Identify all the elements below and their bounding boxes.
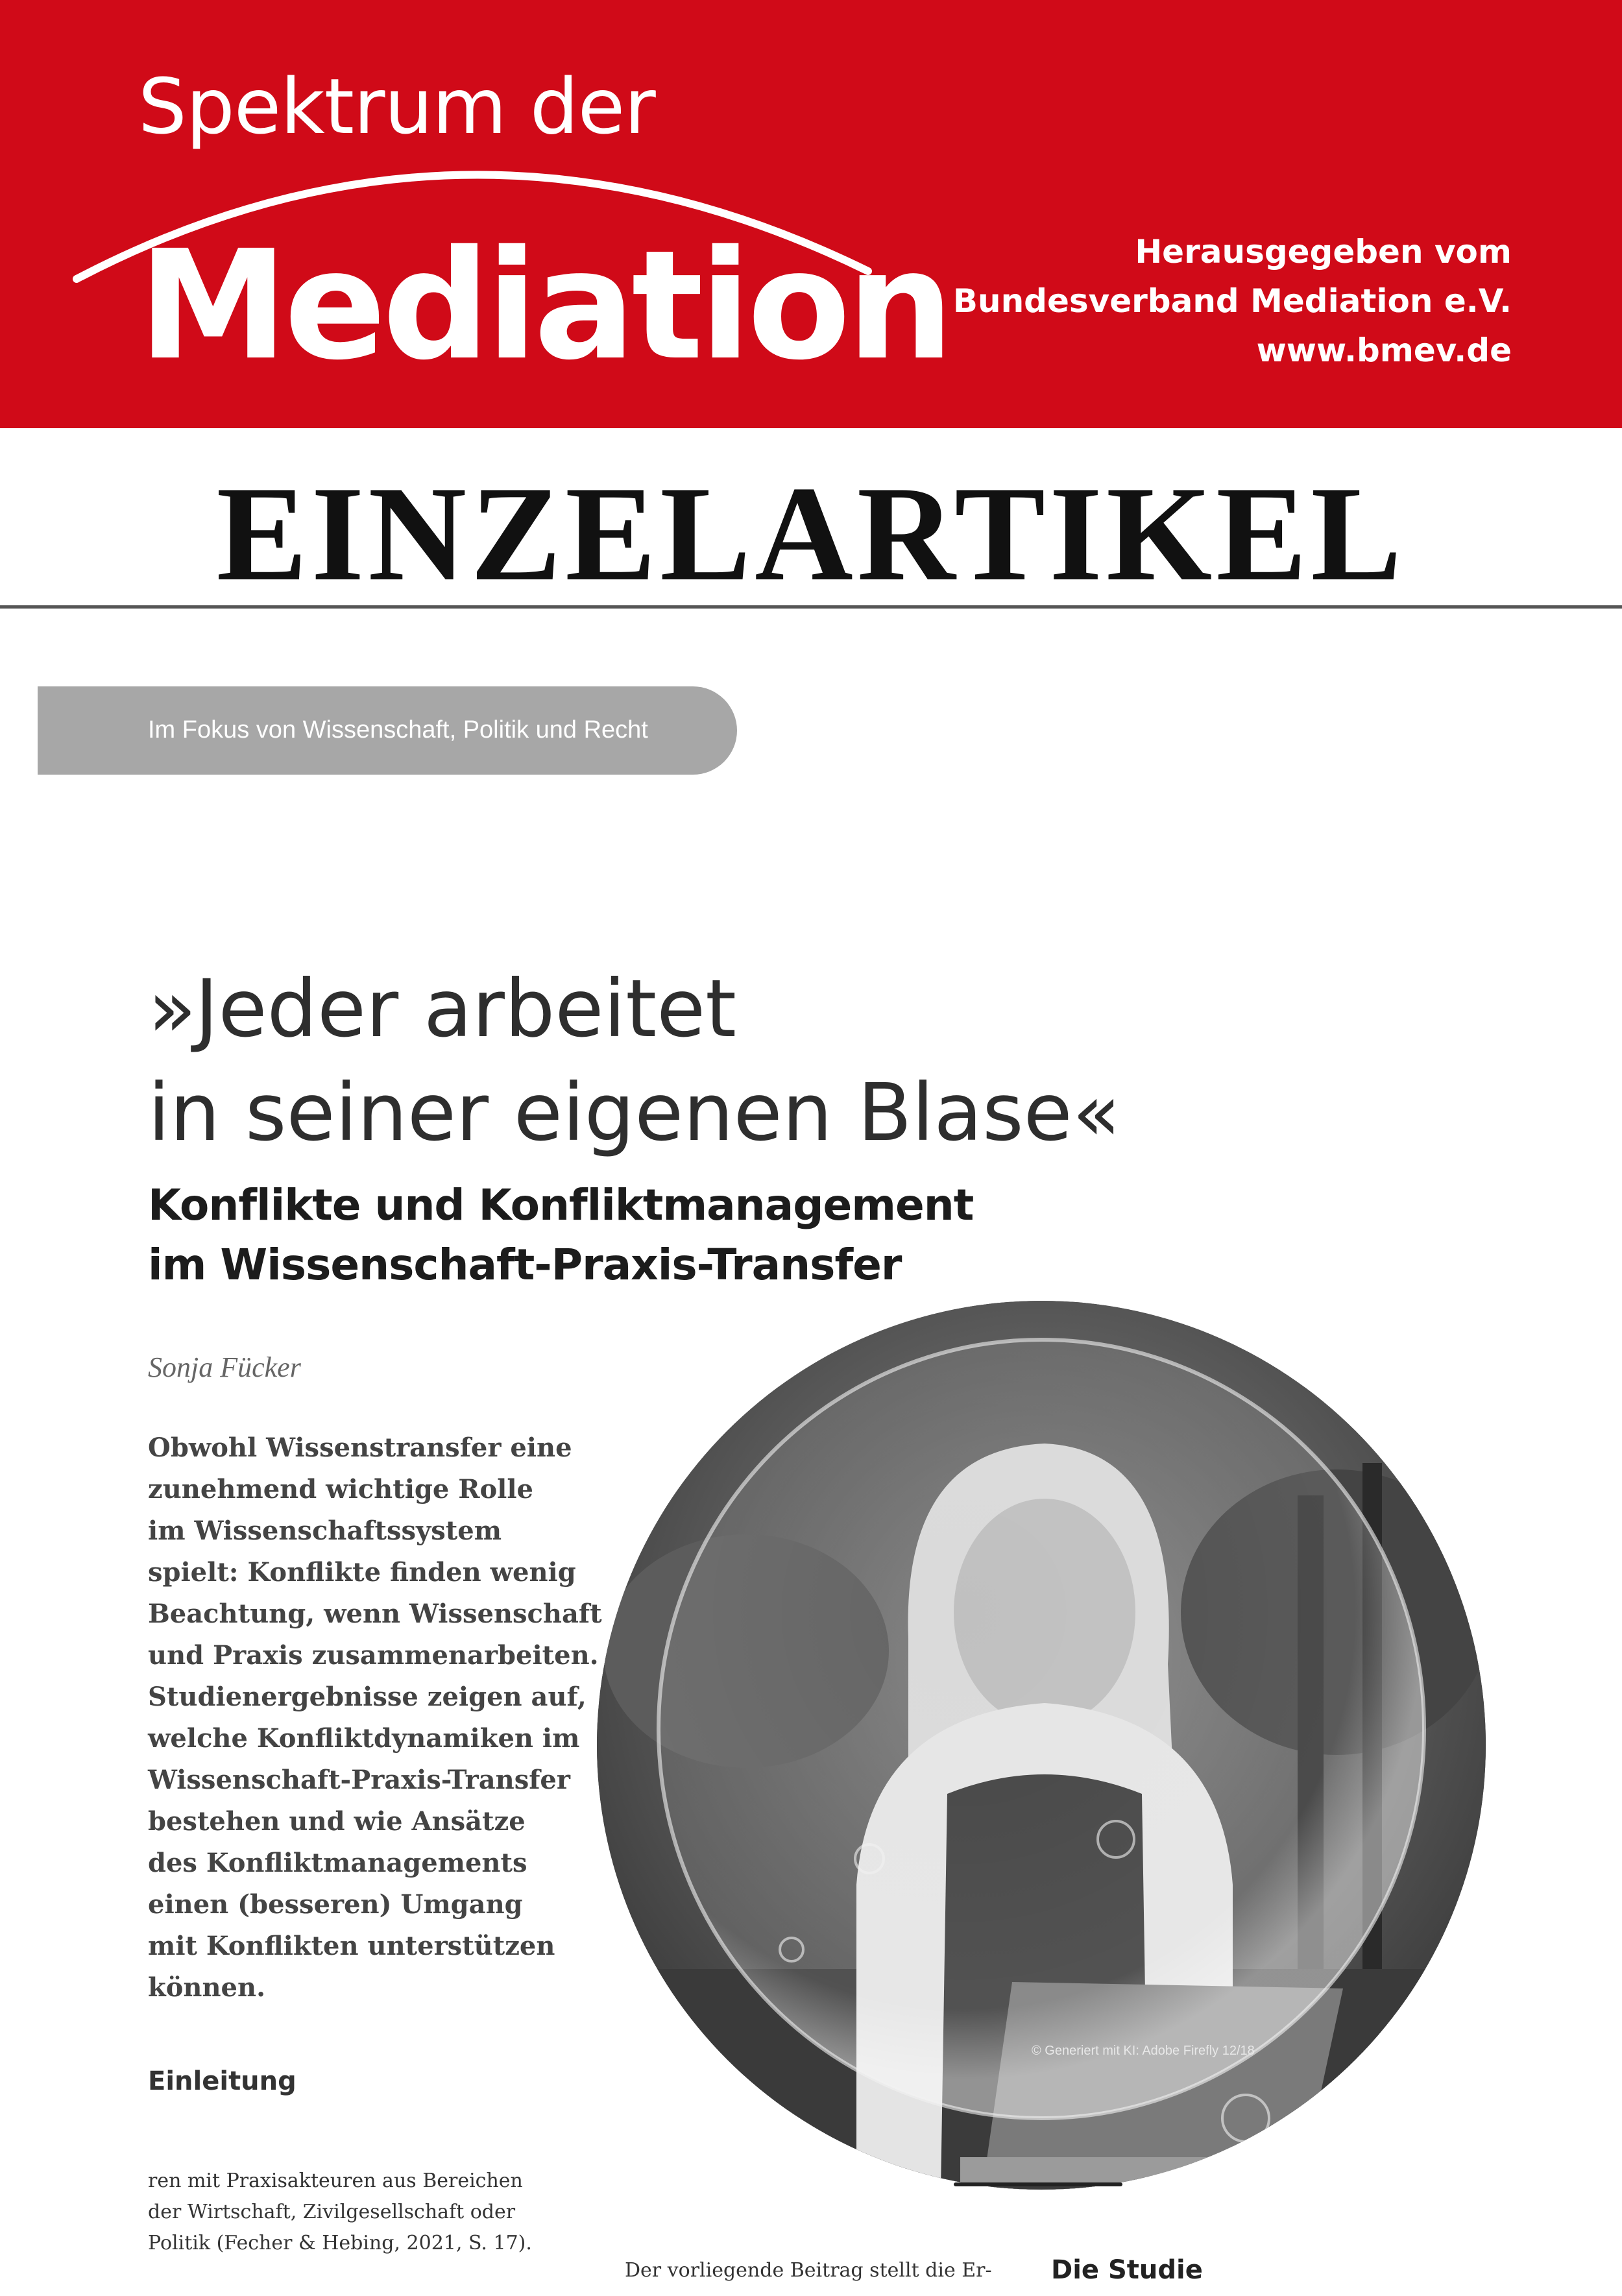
subtitle-line: Konflikte und Konfliktmanagement xyxy=(148,1180,974,1230)
article-subtitle xyxy=(148,1176,973,1295)
brand-main-text: Mediation xyxy=(138,218,950,393)
body-column-middle: Der vorliegende Beitrag stellt die Er- xyxy=(625,2259,992,2282)
lead-line: Beachtung, wenn Wissenschaft xyxy=(148,1599,602,1629)
lead-line: Wissenschaft-Praxis-Transfer xyxy=(148,1765,570,1795)
lead-line: können. xyxy=(148,1972,266,2003)
masthead xyxy=(0,0,1622,428)
lead-line: des Konfliktmanagements xyxy=(148,1848,527,1878)
article-author: Sonja Fücker xyxy=(148,1351,301,1383)
lead-line: und Praxis zusammenarbeiten. xyxy=(148,1640,599,1671)
title-banner xyxy=(0,428,1622,609)
lead-line: welche Konfliktdynamiken im xyxy=(148,1723,580,1754)
section-tab xyxy=(38,686,737,775)
headline-line: in seiner eigenen Blase« xyxy=(148,1067,1121,1159)
lead-line: Obwohl Wissenstransfer eine xyxy=(148,1432,572,1463)
lead-line: im Wissenschaftssystem xyxy=(148,1516,502,1546)
column-divider xyxy=(954,2182,1122,2186)
section-tab-label: Im Fokus von Wissenschaft, Politik und Recht xyxy=(148,716,648,743)
headline-line: »Jeder arbeitet xyxy=(148,963,737,1055)
body-line: Politik (Fecher & Hebing, 2021, S. 17). xyxy=(148,2232,532,2254)
lead-line: zunehmend wichtige Rolle xyxy=(148,1474,534,1504)
lead-line: einen (besseren) Umgang xyxy=(148,1889,523,1920)
brand-top-text: Spektrum der xyxy=(138,62,655,151)
publisher-link[interactable]: www.bmev.de xyxy=(1256,332,1512,369)
article-lead xyxy=(148,1427,667,2009)
section-heading-einleitung: Einleitung xyxy=(148,2066,297,2096)
body-column-left xyxy=(148,2166,550,2259)
publisher-line: Bundesverband Mediation e.V. xyxy=(952,282,1512,320)
section-heading-die-studie: Die Studie xyxy=(1051,2255,1203,2285)
publisher-line: Herausgegeben vom xyxy=(1135,233,1512,271)
lead-line: bestehen und wie Ansätze xyxy=(148,1806,526,1837)
lead-line: spielt: Konflikte finden wenig xyxy=(148,1557,576,1588)
publisher-info xyxy=(953,227,1512,375)
subtitle-line: im Wissenschaft-Praxis-Transfer xyxy=(148,1240,902,1290)
article-photo xyxy=(597,1301,1486,2190)
lead-line: Studienergebnisse zeigen auf, xyxy=(148,1682,587,1712)
body-line: ren mit Praxisakteuren aus Bereichen xyxy=(148,2169,523,2192)
banner-title: EINZELARTIKEL xyxy=(216,459,1406,609)
image-credit: © Generiert mit KI: Adobe Firefly 12/18 xyxy=(1032,2044,1255,2058)
body-line: der Wirtschaft, Zivilgesellschaft oder xyxy=(148,2201,516,2223)
article-headline xyxy=(148,957,1120,1165)
lead-line: mit Konflikten unterstützen xyxy=(148,1931,555,1961)
